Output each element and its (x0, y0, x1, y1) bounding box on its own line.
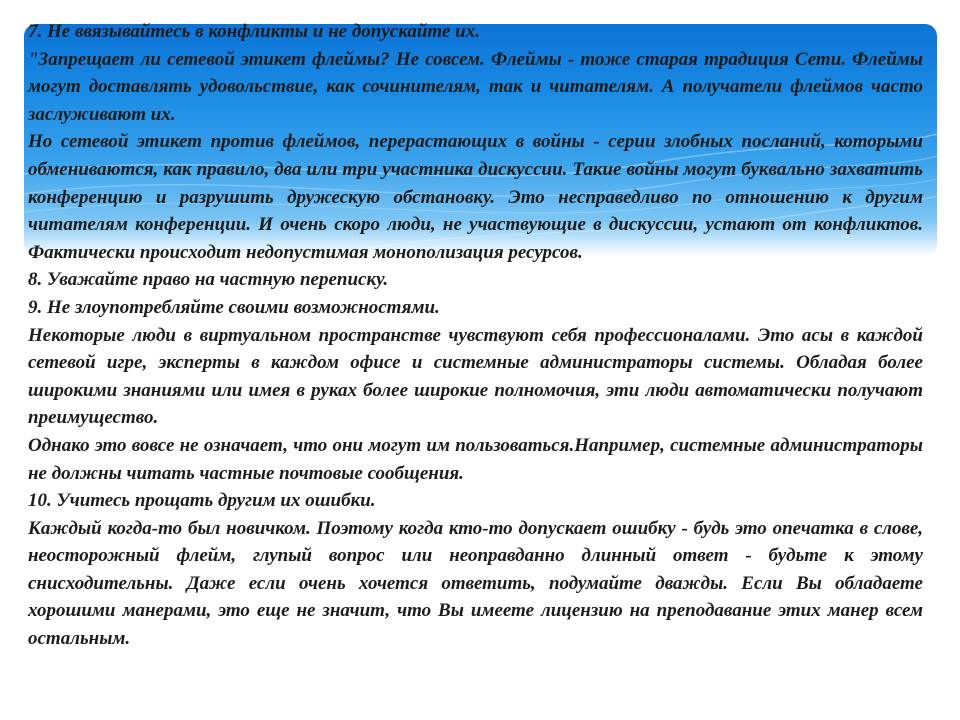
paragraph-rule-10: 10. Учитесь прощать другим их ошибки. (28, 490, 376, 512)
slide-text (28, 18, 923, 653)
paragraph-newcomers: Каждый когда-то был новичком. Поэтому когда кто-то допускает ошибку - будь это опечатка в слове, неосторожный флейм, глупый вопрос или неоправданно длинный ответ - будьте к этому снисходительны. Даже если очень хочется ответить, подумайте дважды. Если Вы обладаете хорошими манерами, это еще не значит, что Вы имеете лицензию на преподавание этих манер всем остальным. (28, 517, 923, 650)
paragraph-rule-8: 8. Уважайте право на частную переписку. (28, 269, 389, 291)
paragraph-admins: Однако это вовсе не означает, что они могут им пользоваться.Например, системные администраторы не должны читать частные почтовые сообщения. (28, 434, 923, 484)
paragraph-professionals: Некоторые люди в виртуальном пространстве чувствуют себя профессионалами. Это асы в каждой сетевой игре, эксперты в каждом офисе и системные администраторы системы. Обладая более широкими знаниями или имея в руках более широкие полномочия, эти люди автоматически получают преимущество. (28, 324, 923, 429)
paragraph-rule-7: 7. Не ввязывайтесь в конфликты и не допускайте их. (28, 21, 480, 42)
paragraph-flame-wars: Но сетевой этикет против флеймов, перерастающих в войны - серии злобных посланий, которыми обмениваются, как правило, два или три участника дискуссии. Такие войны могут буквально захватить конференцию и разрушить дружескую обстановку. Это несправедливо по отношению к другим читателям конференции. И очень скоро люди, не участвующие в дискуссии, устают от конфликтов. Фактически происходит недопустимая монополизация ресурсов. (28, 131, 923, 263)
paragraph-rule-9: 9. Не злоупотребляйте своими возможностями. (28, 296, 440, 318)
paragraph-flames-question: "Запрещает ли сетевой этикет флеймы? Не совсем. Флеймы - тоже старая традиция Сети. Флеймы могут доставлять удовольствие, как сочинителям, так и читателям. А получатели флеймов часто заслуживают их. (28, 48, 923, 125)
